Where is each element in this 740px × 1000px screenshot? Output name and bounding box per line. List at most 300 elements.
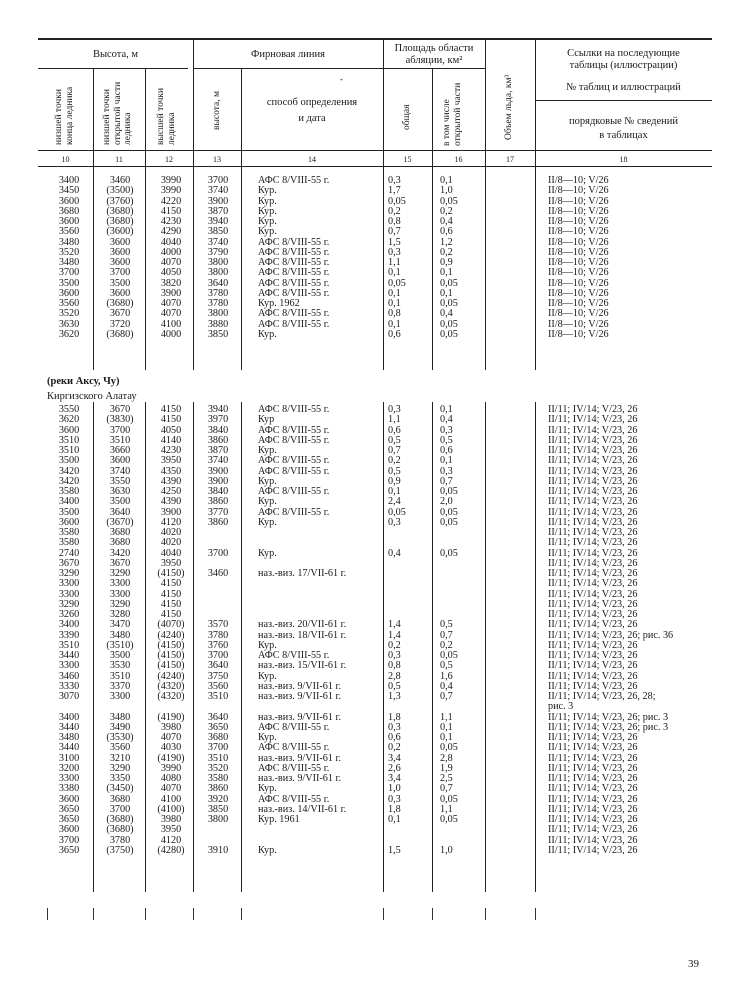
tick-5 [241, 908, 242, 920]
cell-area-total: 1,3 [388, 691, 401, 702]
cell-area-total: 0,3 [388, 246, 401, 258]
cell-refs: II/11; IV/14; V/23, 26 [548, 619, 638, 631]
cell-area-open: 0,05 [440, 650, 458, 661]
cell-refs: II/8—10; V/26 [548, 246, 609, 258]
cell-area-open: 0,2 [440, 639, 453, 651]
cell-highest: 4290 [160, 226, 182, 238]
cell-firn-height: 3780 [207, 287, 229, 299]
cell-lowest-end: 3300 [58, 588, 80, 600]
cell-area-total: 0,05 [388, 195, 406, 207]
method-header-2: и дата [298, 113, 326, 124]
cell-firn-height: 3900 [207, 195, 229, 207]
cell-highest: 3990 [160, 762, 182, 774]
cell-lowest-end: 2740 [58, 547, 80, 559]
hdr-vline-2 [145, 68, 146, 166]
cell-lowest-open: 3700 [109, 267, 131, 279]
cell-lowest-end: 3480 [58, 257, 80, 268]
cell-lowest-open: 3780 [109, 834, 131, 846]
cell-area-open: 0,5 [440, 660, 453, 672]
cell-highest: 3950 [160, 557, 182, 569]
cell-area-total: 1,8 [388, 803, 401, 815]
cell-area-total: 0,2 [388, 639, 401, 651]
cell-highest: (4070) [157, 619, 185, 631]
cell-highest: 4100 [160, 318, 182, 330]
tick-1 [47, 908, 48, 920]
cell-lowest-end: 3300 [58, 773, 80, 784]
table-row [0, 415, 740, 425]
cell-lowest-open: 3480 [109, 629, 131, 641]
cell-refs: II/11; IV/14; V/23, 26 [548, 762, 638, 774]
cell-lowest-open: 3290 [109, 762, 131, 774]
cell-lowest-open: 3640 [109, 506, 131, 518]
tick-4 [193, 908, 194, 920]
cell-highest: 3820 [160, 277, 182, 289]
cell-lowest-end: 3600 [58, 195, 80, 207]
cell-lowest-open: 3300 [109, 578, 131, 590]
cell-lowest-end: 3440 [58, 742, 80, 754]
cell-firn-height: 3580 [207, 773, 229, 784]
cell-area-total: 0,6 [388, 424, 401, 436]
cell-method: наз.-виз. 14/VII-61 г. [258, 803, 347, 815]
cell-refs: II/11; IV/14; V/23, 26 [548, 844, 638, 856]
cell-area-open: 0,1 [440, 455, 453, 467]
refs-sub-header-2b: в таблицах [599, 130, 648, 141]
cell-highest: 4250 [160, 486, 182, 497]
cell-refs: II/8—10; V/26 [548, 277, 609, 289]
cell-highest: 4000 [160, 328, 182, 340]
cell-refs: II/11; IV/14; V/23, 26 [548, 814, 638, 825]
page-number: 39 [688, 958, 699, 970]
cell-refs: II/11; IV/14; V/23, 26 [548, 475, 638, 487]
cell-area-total: 1,4 [388, 629, 401, 641]
cell-area-total: 0,3 [388, 650, 401, 661]
cell-refs: II/11; IV/14; V/23, 26 [548, 537, 638, 549]
cell-firn-height: 3650 [207, 721, 229, 733]
cell-lowest-open: 3550 [109, 475, 131, 487]
cell-highest: (4320) [157, 680, 185, 692]
cell-area-open: 0,2 [440, 205, 453, 217]
method-header-1: способ определения [266, 97, 358, 108]
cell-method: АФС 8/VIII-55 г. [258, 287, 330, 299]
col11-header: низшей точки открытой части ледника [102, 81, 133, 145]
cell-highest: 4070 [160, 783, 182, 795]
table-row [0, 825, 740, 835]
cell-refs: II/11; IV/14; V/23, 26 [548, 506, 638, 518]
cell-lowest-open: 3600 [109, 236, 131, 248]
cell-method: Кур. [258, 195, 277, 207]
cell-lowest-end: 3480 [58, 732, 80, 743]
cell-highest: 4220 [160, 195, 182, 207]
cell-lowest-end: 3670 [58, 557, 80, 569]
cell-firn-height: 3870 [207, 205, 229, 217]
cell-method: АФС 8/VIII-55 г. [258, 455, 330, 467]
cell-lowest-end: 3680 [58, 205, 80, 217]
cell-lowest-end: 3500 [58, 455, 80, 467]
cell-firn-height: 3570 [207, 619, 229, 631]
cell-lowest-end: 3460 [58, 670, 80, 682]
cell-highest: 4080 [160, 773, 182, 784]
cell-firn-height: 3860 [207, 783, 229, 795]
cell-method: Кур. [258, 732, 277, 743]
cell-lowest-open: 3630 [109, 486, 131, 497]
table-row [0, 538, 740, 548]
cell-refs: рис. 3 [548, 701, 574, 713]
cell-highest: 4150 [160, 609, 182, 620]
cell-lowest-end: 3450 [58, 185, 80, 197]
cell-refs: II/11; IV/14; V/23, 26 [548, 465, 638, 477]
cell-area-total: 1,0 [388, 783, 401, 795]
cell-method: АФС 8/VIII-55 г. [258, 506, 330, 518]
cell-refs: II/11; IV/14; V/23, 26 [548, 547, 638, 559]
cell-lowest-end: 3380 [58, 783, 80, 795]
cell-area-total: 0,1 [388, 318, 401, 330]
cell-method: АФС 8/VIII-55 г. [258, 793, 330, 805]
cell-lowest-end: 3620 [58, 414, 80, 426]
table-row [0, 497, 740, 507]
cell-highest: 4150 [160, 578, 182, 590]
cell-refs: II/11; IV/14; V/23, 26 [548, 404, 638, 415]
cell-method: наз.-виз. 9/VII-61 г. [258, 752, 342, 764]
cell-highest: (4190) [157, 711, 185, 723]
height-group-header: Высота, м [92, 49, 139, 60]
cell-refs: II/11; IV/14; V/23, 26 [548, 414, 638, 426]
cell-lowest-end: 3420 [58, 475, 80, 487]
cell-area-open: 0,1 [440, 287, 453, 299]
cell-refs: II/11; IV/14; V/23, 26 [548, 486, 638, 497]
cell-area-open: 1,9 [440, 762, 453, 774]
cell-refs: II/8—10; V/26 [548, 195, 609, 207]
cell-lowest-end: 3330 [58, 680, 80, 692]
header-sub-rule-left [38, 68, 188, 69]
cell-lowest-open: 3600 [109, 246, 131, 258]
colnum-16: 16 [454, 155, 463, 164]
cell-area-open: 2,5 [440, 773, 453, 784]
cell-method: АФС 8/VIII-55 г. [258, 762, 330, 774]
cell-lowest-open: 3300 [109, 588, 131, 600]
cell-area-open: 0,3 [440, 465, 453, 477]
cell-area-total: 0,8 [388, 308, 401, 320]
cell-area-open: 1,1 [440, 711, 453, 723]
cell-lowest-open: 3600 [109, 287, 131, 299]
header-sub-rule-firn [193, 68, 383, 69]
cell-lowest-open: 3480 [109, 711, 131, 723]
firn-group-header: Фирновая линия [251, 49, 325, 60]
cell-highest: (4150) [157, 660, 185, 672]
cell-refs: II/11; IV/14; V/23, 26 [548, 834, 638, 846]
cell-lowest-end: 3580 [58, 486, 80, 497]
cell-refs: II/11; IV/14; V/23, 26 [548, 578, 638, 590]
cell-area-total: 0,5 [388, 465, 401, 477]
cell-refs: II/11; IV/14; V/23, 26 [548, 803, 638, 815]
cell-highest: 4040 [160, 236, 182, 248]
refs-header-2: таблицы (иллюстрации) [569, 60, 678, 71]
cell-area-total: 0,6 [388, 328, 401, 340]
colnum-15: 15 [403, 155, 412, 164]
cell-lowest-open: (3680) [106, 298, 134, 309]
cell-refs: II/11; IV/14; V/23, 26 [548, 598, 638, 610]
cell-lowest-open: 3700 [109, 803, 131, 815]
cell-method: Кур. [258, 670, 277, 682]
cell-firn-height: 3860 [207, 434, 229, 446]
cell-refs: II/8—10; V/26 [548, 287, 609, 299]
cell-lowest-end: 3500 [58, 277, 80, 289]
cell-lowest-end: 3700 [58, 267, 80, 279]
cell-highest: (4100) [157, 803, 185, 815]
cell-firn-height: 3840 [207, 486, 229, 497]
cell-area-open: 2,0 [440, 496, 453, 508]
cell-highest: 4350 [160, 465, 182, 477]
cell-refs: II/11; IV/14; V/23, 26 [548, 793, 638, 805]
cell-firn-height: 3640 [207, 711, 229, 723]
cell-lowest-open: 3600 [109, 455, 131, 467]
cell-highest: 4390 [160, 496, 182, 508]
cell-method: Кур. [258, 226, 277, 238]
cell-firn-height: 3850 [207, 803, 229, 815]
col12-header: высшей точки ледника [156, 87, 177, 145]
cell-firn-height: 3700 [207, 742, 229, 754]
cell-highest: 4230 [160, 216, 182, 227]
cell-area-open: 0,1 [440, 267, 453, 279]
cell-lowest-end: 3560 [58, 298, 80, 309]
cell-lowest-open: (3450) [106, 783, 134, 795]
cell-lowest-end: 3440 [58, 721, 80, 733]
cell-lowest-end: 3650 [58, 844, 80, 856]
table-row [0, 330, 740, 340]
cell-refs: II/11; IV/14; V/23, 26 [548, 609, 638, 620]
cell-firn-height: 3900 [207, 475, 229, 487]
cell-area-total: 1,1 [388, 257, 401, 268]
table-row [0, 456, 740, 466]
cell-lowest-open: 3510 [109, 670, 131, 682]
cell-lowest-end: 3400 [58, 619, 80, 631]
cell-highest: (4240) [157, 629, 185, 641]
cell-method: Кур [258, 414, 275, 426]
col10-header: низшей точки конца ледника [54, 86, 75, 145]
cell-lowest-end: 3500 [58, 506, 80, 518]
colnum-17: 17 [506, 155, 514, 164]
cell-lowest-open: 3500 [109, 650, 131, 661]
cell-lowest-open: 3700 [109, 424, 131, 436]
cell-lowest-open: (3680) [106, 205, 134, 217]
cell-highest: 4030 [160, 742, 182, 754]
cell-area-total: 0,2 [388, 205, 401, 217]
cell-area-total: 0,5 [388, 680, 401, 692]
cell-firn-height: 3780 [207, 629, 229, 641]
cell-area-open: 0,4 [440, 308, 453, 320]
cell-area-total: 2,8 [388, 670, 401, 682]
cell-highest: 4150 [160, 414, 182, 426]
cell-area-open: 0,05 [440, 328, 458, 340]
cell-method: Кур. [258, 328, 277, 340]
cell-highest: (4280) [157, 844, 185, 856]
cell-refs: II/11; IV/14; V/23, 26 [548, 732, 638, 743]
cell-area-open: 0,05 [440, 547, 458, 559]
cell-lowest-end: 3400 [58, 496, 80, 508]
cell-highest: 4390 [160, 475, 182, 487]
cell-area-total: 0,8 [388, 216, 401, 227]
cell-area-total: 0,1 [388, 287, 401, 299]
cell-refs: II/8—10; V/26 [548, 308, 609, 320]
cell-area-total: 0,3 [388, 721, 401, 733]
cell-lowest-end: 3600 [58, 516, 80, 528]
cell-highest: 4070 [160, 732, 182, 743]
cell-refs: II/11; IV/14; V/23, 26 [548, 752, 638, 764]
cell-area-open: 2,8 [440, 752, 453, 764]
cell-area-total: 0,2 [388, 742, 401, 754]
colnum-14: 14 [308, 155, 316, 164]
cell-lowest-open: 3670 [109, 404, 131, 415]
cell-highest: 4120 [160, 516, 182, 528]
cell-area-total: 0,3 [388, 175, 401, 186]
table-row [0, 692, 740, 702]
cell-lowest-end: 3600 [58, 287, 80, 299]
refs-sub-header-1: № таблиц и иллюстраций [566, 82, 681, 93]
cell-firn-height: 3870 [207, 445, 229, 456]
colnum-rule-top [38, 150, 712, 151]
cell-firn-height: 3700 [207, 175, 229, 186]
cell-method: наз.-виз. 15/VII-61 г. [258, 660, 347, 672]
table-row [0, 579, 740, 589]
cell-lowest-end: 3650 [58, 803, 80, 815]
cell-highest: (4150) [157, 568, 185, 579]
cell-area-total: 1,5 [388, 844, 401, 856]
cell-highest: 4020 [160, 527, 182, 538]
cell-firn-height: 3510 [207, 752, 229, 764]
cell-lowest-open: 3600 [109, 257, 131, 268]
dash-mark: - [340, 74, 343, 84]
colnum-11: 11 [115, 155, 123, 164]
cell-area-open: 1,6 [440, 670, 453, 682]
hdr-vline-1 [93, 68, 94, 166]
cell-refs: II/11; IV/14; V/23, 26 [548, 588, 638, 600]
cell-firn-height: 3460 [207, 568, 229, 579]
cell-area-open: 0,4 [440, 680, 453, 692]
cell-highest: (4320) [157, 691, 185, 702]
cell-area-open: 0,05 [440, 318, 458, 330]
cell-highest: 4150 [160, 588, 182, 600]
cell-area-open: 0,05 [440, 506, 458, 518]
table-row [0, 620, 740, 630]
cell-refs: II/8—10; V/26 [548, 226, 609, 238]
cell-highest: 4070 [160, 257, 182, 268]
cell-refs: II/11; IV/14; V/23, 26 [548, 527, 638, 538]
area-group-header-2: абляции, км² [405, 55, 463, 66]
table-row [0, 186, 740, 196]
cell-highest: 4100 [160, 793, 182, 805]
cell-firn-height: 3780 [207, 298, 229, 309]
area-group-header-1: Площадь области [394, 43, 474, 54]
header-sub-rule-area [383, 68, 485, 69]
cell-firn-height: 3740 [207, 236, 229, 248]
table-row [0, 268, 740, 278]
cell-lowest-end: 3520 [58, 308, 80, 320]
cell-firn-height: 3860 [207, 516, 229, 528]
cell-method: АФС 8/VIII-55 г. [258, 318, 330, 330]
cell-refs: II/11; IV/14; V/23, 26 [548, 670, 638, 682]
cell-refs: II/11; IV/14; V/23, 26 [548, 783, 638, 795]
cell-area-total: 3,4 [388, 752, 401, 764]
cell-firn-height: 3880 [207, 318, 229, 330]
cell-lowest-open: (3510) [106, 639, 134, 651]
cell-highest: 3980 [160, 721, 182, 733]
cell-lowest-end: 3650 [58, 814, 80, 825]
cell-lowest-end: 3390 [58, 629, 80, 641]
cell-lowest-end: 3600 [58, 793, 80, 805]
cell-lowest-open: (3680) [106, 814, 134, 825]
cell-refs: II/8—10; V/26 [548, 298, 609, 309]
cell-method: Кур. [258, 216, 277, 227]
cell-lowest-open: 3350 [109, 773, 131, 784]
cell-area-open: 0,9 [440, 257, 453, 268]
cell-area-total: 0,6 [388, 732, 401, 743]
cell-highest: 4040 [160, 547, 182, 559]
cell-lowest-open: (3760) [106, 195, 134, 207]
cell-lowest-end: 3440 [58, 650, 80, 661]
cell-lowest-end: 3700 [58, 834, 80, 846]
cell-lowest-open: (3680) [106, 216, 134, 227]
cell-lowest-end: 3070 [58, 691, 80, 702]
cell-method: АФС 8/VIII-55 г. [258, 424, 330, 436]
cell-refs: II/11; IV/14; V/23, 26 [548, 650, 638, 661]
cell-lowest-open: 3510 [109, 434, 131, 446]
cell-method: АФС 8/VIII-55 г. [258, 742, 330, 754]
cell-area-total: 3,4 [388, 773, 401, 784]
table-row [0, 784, 740, 794]
cell-method: Кур. [258, 185, 277, 197]
colnum-18: 18 [619, 155, 628, 164]
cell-highest: 4020 [160, 537, 182, 549]
cell-method: АФС 8/VIII-55 г. [258, 257, 330, 268]
cell-method: АФС 8/VIII-55 г. [258, 650, 330, 661]
cell-method: АФС 8/VIII-55 г. [258, 434, 330, 446]
cell-area-total: 1,7 [388, 185, 401, 197]
cell-area-open: 0,1 [440, 721, 453, 733]
cell-method: АФС 8/VIII-55 г. [258, 236, 330, 248]
cell-lowest-end: 3300 [58, 578, 80, 590]
cell-lowest-end: 3400 [58, 711, 80, 723]
hdr-vline-7 [485, 40, 486, 166]
cell-lowest-open: 3680 [109, 527, 131, 538]
cell-refs: II/11; IV/14; V/23, 26 [548, 639, 638, 651]
cell-area-open: 0,7 [440, 783, 453, 795]
cell-area-total: 0,5 [388, 434, 401, 446]
cell-area-open: 1,2 [440, 236, 453, 248]
cell-refs: II/8—10; V/26 [548, 185, 609, 197]
cell-area-open: 0,6 [440, 226, 453, 238]
cell-method: Кур. [258, 475, 277, 487]
cell-area-open: 0,2 [440, 246, 453, 258]
cell-lowest-open: 3280 [109, 609, 131, 620]
cell-refs: II/8—10; V/26 [548, 328, 609, 340]
cell-method: наз.-виз. 18/VII-61 г. [258, 629, 347, 641]
cell-area-open: 0,05 [440, 516, 458, 528]
cell-lowest-open: 3460 [109, 175, 131, 186]
cell-firn-height: 3680 [207, 732, 229, 743]
cell-highest: (4150) [157, 650, 185, 661]
cell-area-open: 1,1 [440, 803, 453, 815]
cell-refs: II/8—10; V/26 [548, 267, 609, 279]
cell-lowest-open: 3560 [109, 742, 131, 754]
table-row [0, 227, 740, 237]
cell-method: АФС 8/VIII-55 г. [258, 277, 330, 289]
cell-firn-height: 3860 [207, 496, 229, 508]
cell-method: наз.-виз. 9/VII-61 г. [258, 711, 342, 723]
table-row [0, 743, 740, 753]
cell-method: АФС 8/VIII-55 г. [258, 175, 330, 186]
cell-lowest-end: 3580 [58, 537, 80, 549]
table-row [0, 702, 740, 712]
cell-method: АФС 8/VIII-55 г. [258, 486, 330, 497]
